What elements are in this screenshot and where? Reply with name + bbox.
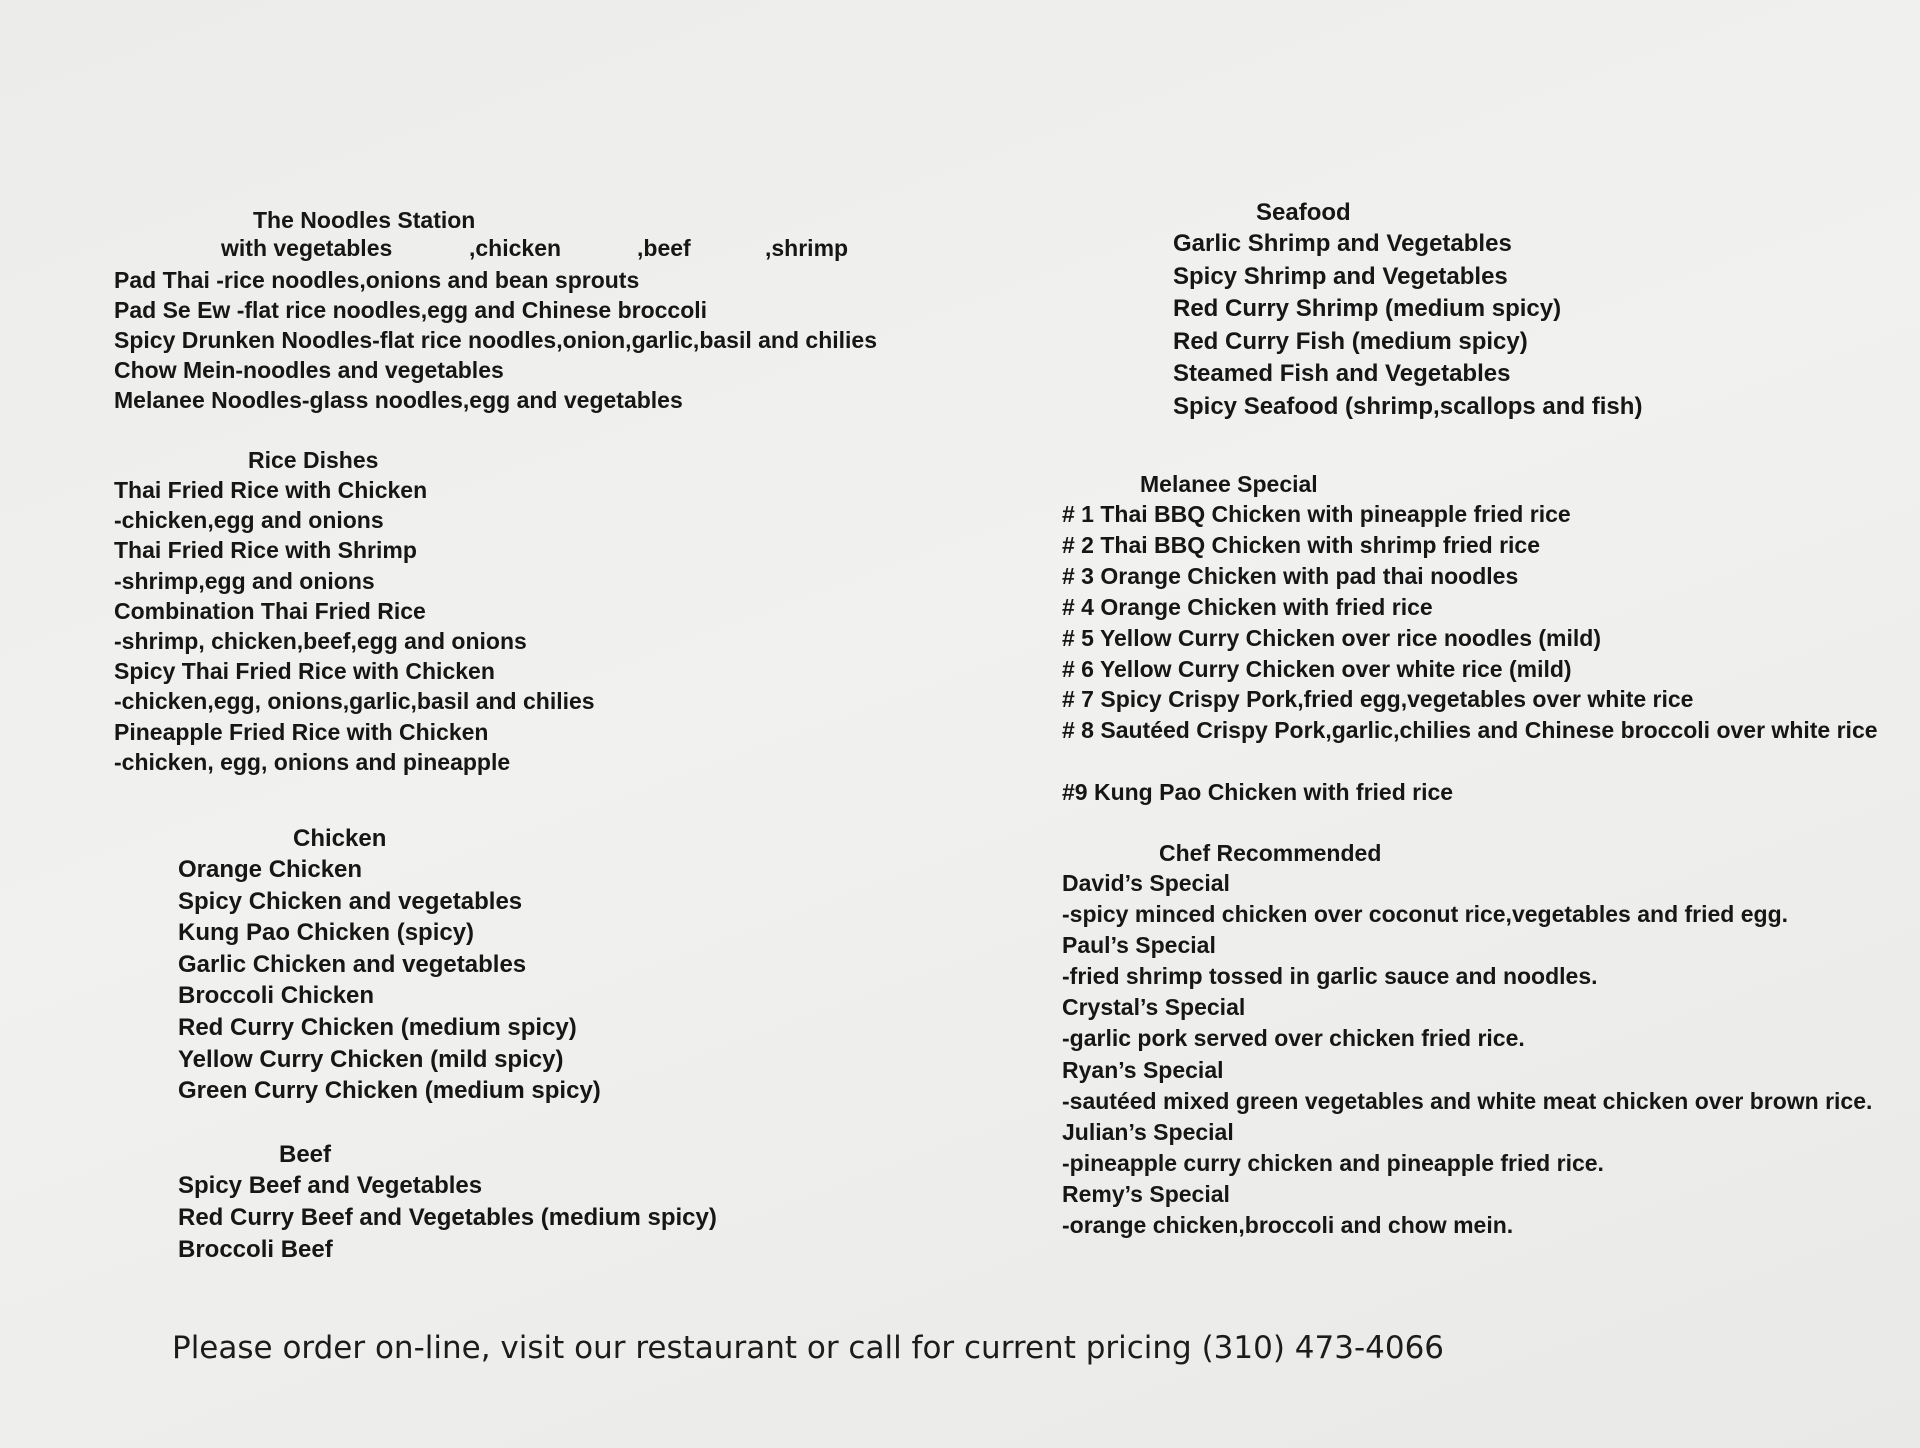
seafood-section [1173, 198, 1642, 423]
chef-special-name: Remy’s Special [1062, 1180, 1230, 1207]
beef-heading: Beef [279, 1141, 332, 1168]
chef-special-name: Crystal’s Special [1062, 994, 1246, 1021]
menu-item-description: -chicken, egg, onions and pineapple [114, 748, 511, 775]
chef-special-description: -orange chicken,broccoli and chow mein. [1062, 1212, 1514, 1239]
menu-item: Garlic Shrimp and Vegetables [1173, 230, 1512, 257]
special-item: # 5 Yellow Curry Chicken over rice noodles (mild) [1062, 624, 1601, 651]
melanee-special-heading: Melanee Special [1140, 471, 1318, 497]
menu-item: Red Curry Fish (medium spicy) [1173, 327, 1528, 355]
chef-special-name: David’s Special [1062, 870, 1230, 896]
option-chicken: ,chicken [469, 235, 562, 261]
special-item: # 4 Orange Chicken with fried rice [1062, 593, 1433, 620]
menu-item-description: -shrimp,egg and onions [114, 567, 375, 594]
chef-special-name: Paul’s Special [1062, 932, 1216, 959]
menu-item: Thai Fried Rice with Chicken [114, 477, 428, 503]
menu-item: Combination Thai Fried Rice [114, 597, 426, 624]
special-item: # 1 Thai BBQ Chicken with pineapple fried rice [1062, 501, 1571, 527]
menu-item: Spicy Drunken Noodles-flat rice noodles,onion,garlic,basil and chilies [114, 327, 877, 353]
menu-item-description: -chicken,egg, onions,garlic,basil and chilies [114, 688, 595, 715]
chicken-heading: Chicken [293, 825, 387, 852]
menu-item: Spicy Chicken and vegetables [178, 887, 523, 915]
menu-item: Spicy Shrimp and Vegetables [1173, 262, 1508, 290]
menu-item: Thai Fried Rice with Shrimp [114, 537, 417, 564]
chef-special-description: -garlic pork served over chicken fried rice. [1062, 1025, 1525, 1052]
noodles-heading: The Noodles Station [253, 207, 476, 233]
menu-item: Steamed Fish and Vegetables [1173, 360, 1511, 387]
menu-item: Melanee Noodles-glass noodles,egg and vegetables [114, 387, 683, 413]
special-item: # 8 Sautéed Crispy Pork,garlic,chilies and Chinese broccoli over white rice [1062, 717, 1878, 744]
menu-item: Kung Pao Chicken (spicy) [178, 919, 475, 947]
rice-heading: Rice Dishes [248, 447, 379, 473]
option-beef: ,beef [637, 235, 691, 261]
menu-item: Red Curry Shrimp (medium spicy) [1173, 295, 1562, 322]
chef-special-description: -pineapple curry chicken and pineapple fried rice. [1062, 1149, 1604, 1176]
option-shrimp: ,shrimp [765, 235, 849, 261]
chef-special-description: -sautéed mixed green vegetables and white meat chicken over brown rice. [1062, 1087, 1873, 1114]
chicken-section [178, 824, 601, 1107]
menu-item: Broccoli Chicken [178, 982, 375, 1010]
menu-item: Red Curry Chicken (medium spicy) [178, 1013, 577, 1041]
chef-special-name: Julian’s Special [1062, 1118, 1234, 1145]
beef-section [178, 1140, 717, 1266]
menu-item: Pad Thai -rice noodles,onions and bean sprouts [114, 267, 640, 293]
menu-item: Red Curry Beef and Vegetables (medium spicy) [178, 1204, 717, 1231]
option-vegetables: with vegetables [221, 235, 393, 261]
chef-recommended-section [1062, 838, 1872, 1241]
noodles-options [114, 235, 877, 265]
melanee-special-section [1062, 469, 1878, 808]
menu-item: Broccoli Beef [178, 1236, 333, 1263]
chef-special-description: -fried shrimp tossed in garlic sauce and noodles. [1062, 963, 1598, 990]
chef-special-name: Ryan’s Special [1062, 1056, 1224, 1083]
special-item: # 7 Spicy Crispy Pork,fried egg,vegetables over white rice [1062, 686, 1694, 713]
chef-recommended-heading: Chef Recommended [1159, 840, 1382, 866]
menu-item: Garlic Chicken and vegetables [178, 950, 527, 978]
menu-item: Orange Chicken [178, 856, 363, 883]
special-item: # 2 Thai BBQ Chicken with shrimp fried rice [1062, 531, 1541, 558]
menu-item: Pineapple Fried Rice with Chicken [114, 718, 489, 745]
menu-item-description: -chicken,egg and onions [114, 507, 384, 534]
menu-item: Pad Se Ew -flat rice noodles,egg and Chinese broccoli [114, 297, 708, 323]
special-item: #9 Kung Pao Chicken with fried rice [1062, 779, 1454, 806]
menu-item: Chow Mein-noodles and vegetables [114, 357, 504, 383]
special-item: # 6 Yellow Curry Chicken over white rice (mild) [1062, 655, 1572, 682]
menu-item: Green Curry Chicken (medium spicy) [178, 1077, 601, 1105]
noodles-section [114, 205, 877, 415]
menu-item: Spicy Beef and Vegetables [178, 1172, 483, 1199]
menu-item: Spicy Seafood (shrimp,scallops and fish) [1173, 392, 1643, 420]
seafood-heading: Seafood [1256, 199, 1351, 226]
menu-item-description: -shrimp, chicken,beef,egg and onions [114, 628, 527, 655]
special-item: # 3 Orange Chicken with pad thai noodles [1062, 562, 1519, 589]
menu-item: Spicy Thai Fried Rice with Chicken [114, 658, 495, 685]
rice-section [114, 445, 595, 777]
menu-item: Yellow Curry Chicken (mild spicy) [178, 1045, 564, 1073]
chef-special-description: -spicy minced chicken over coconut rice,vegetables and fried egg. [1062, 901, 1789, 928]
ordering-footer: Please order on-line, visit our restaurant or call for current pricing (310) 473-4066 [172, 1330, 1445, 1366]
